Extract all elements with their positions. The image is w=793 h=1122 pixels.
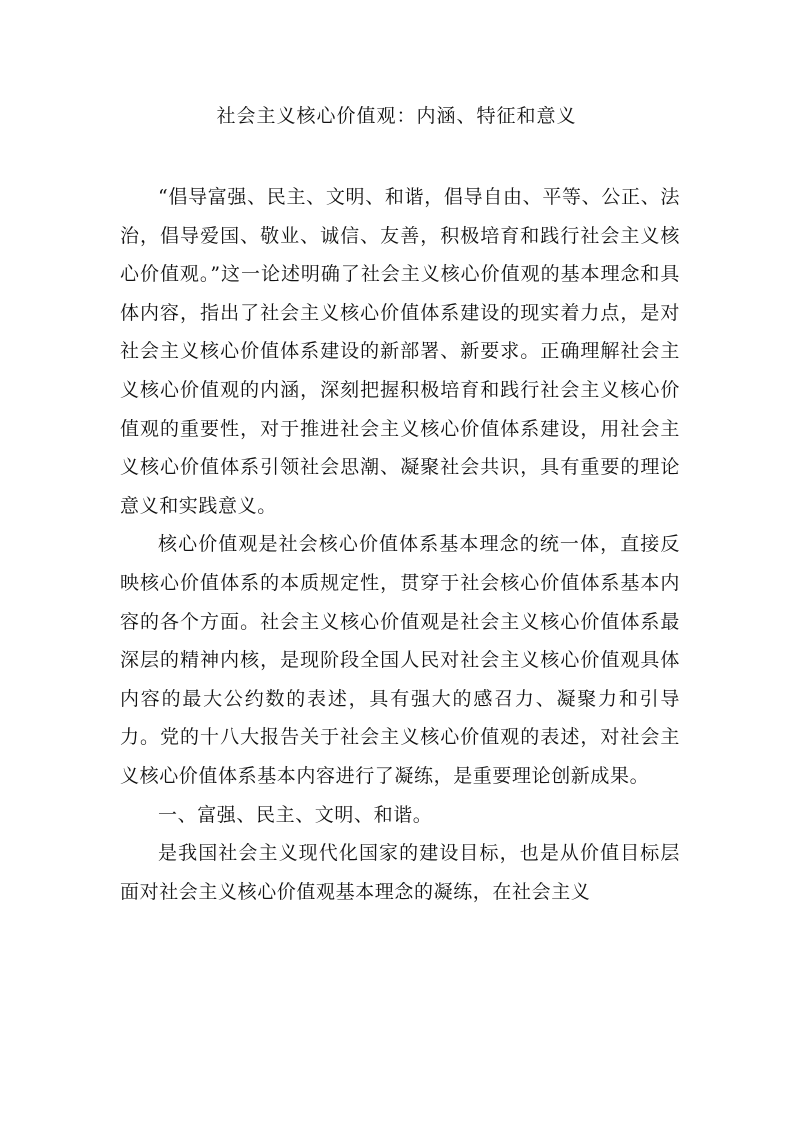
- document-title: 社会主义核心价值观：内涵、特征和意义: [216, 105, 577, 127]
- section-heading-1: 一、富强、民主、文明、和谐。: [158, 803, 433, 826]
- paragraph-2: 核心价值观是社会核心价值体系基本理念的统一体，直接反映核心价值体系的本质规定性，贯穿于社会核心价值体系基本内容的各个方面。社会主义核心价值观是社会主义核心价值体系最深层的精神内核，是现阶段全国人民对社会主义核心价值观具体内容的最大公约数的表述，具有强大的感召力、凝聚力和引导力。党的十八大报告关于社会主义核心价值观的表述，对社会主义核心价值体系基本内容进行了凝练，是重要理论创新成果。: [120, 533, 680, 787]
- document-body: [120, 178, 680, 911]
- paragraph-3: 是我国社会主义现代化国家的建设目标，也是从价值目标层面对社会主义核心价值观基本理念的凝练，在社会主义: [120, 842, 680, 903]
- paragraph-1: “倡导富强、民主、文明、和谐，倡导自由、平等、公正、法治，倡导爱国、敬业、诚信、友善，积极培育和践行社会主义核心价值观。”这一论述明确了社会主义核心价值观的基本理念和具体内容，指出了社会主义核心价值体系建设的现实着力点，是对社会主义核心价值体系建设的新部署、新要求。正确理解社会主义核心价值观的内涵，深刻把握积极培育和践行社会主义核心价值观的重要性，对于推进社会主义核心价值体系建设，用社会主义核心价值体系引领社会思潮、凝聚社会共识，具有重要的理论意义和实践意义。: [120, 186, 680, 517]
